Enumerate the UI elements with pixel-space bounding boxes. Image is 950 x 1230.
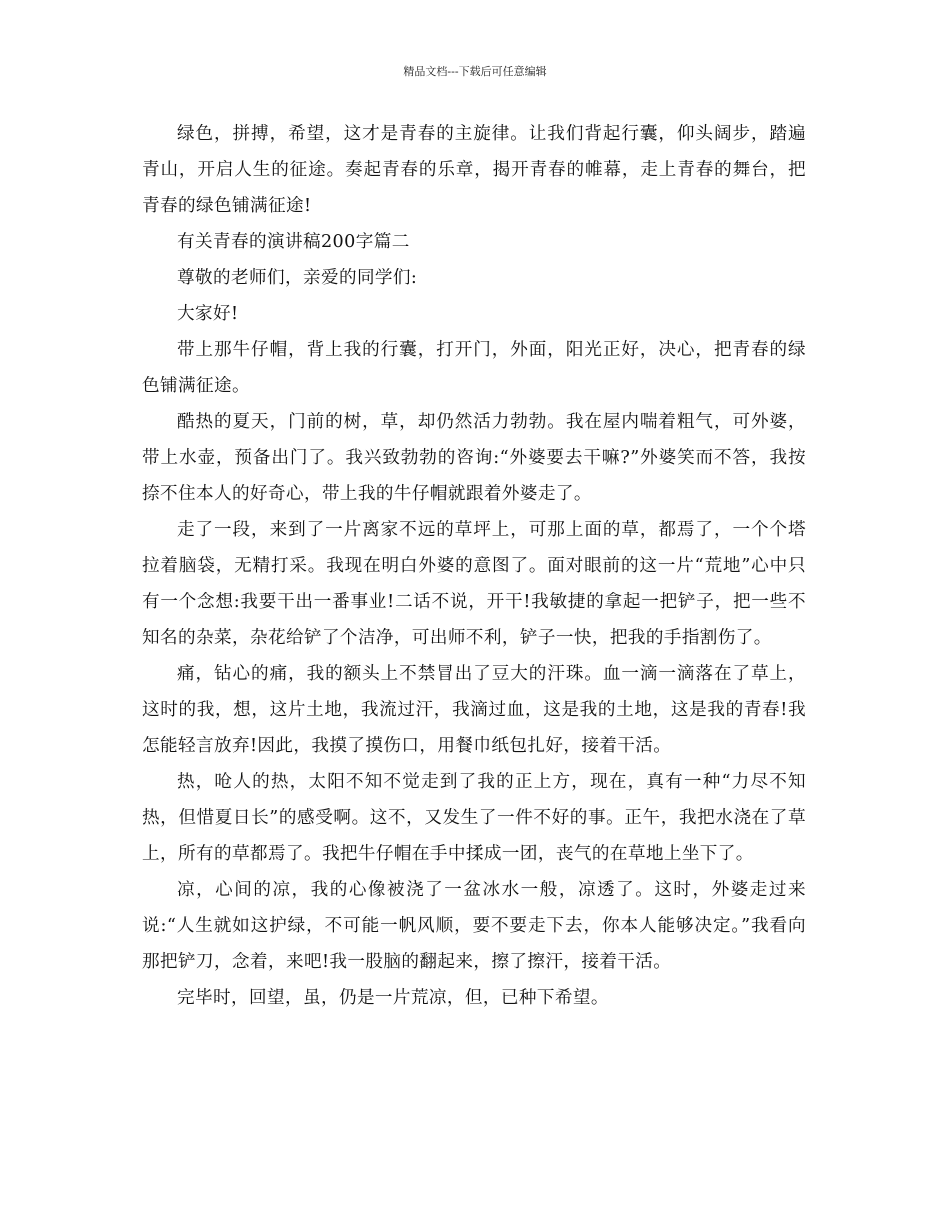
paragraph: 热，呛人的热，太阳不知不觉走到了我的正上方，现在，真有一种“力尽不知热，但惜夏日长”的感受啊。这不，又发生了一件不好的事。正午，我把水浇在了草上，所有的草都焉了。我把牛仔帽在手中揉成一团，丧气的在草地上坐下了。 — [142, 772, 806, 864]
paragraph: 带上那牛仔帽，背上我的行囊，打开门，外面，阳光正好，决心，把青春的绿色铺满征途。 — [142, 340, 806, 396]
paragraph: 绿色，拼搏，希望，这才是青春的主旋律。让我们背起行囊，仰头阔步，踏遍青山，开启人生的征途。奏起青春的乐章，揭开青春的帷幕，走上青春的舞台，把青春的绿色铺满征途! — [142, 124, 806, 216]
greeting: 大家好! — [177, 304, 239, 324]
paragraph: 完毕时，回望，虽，仍是一片荒凉，但，已种下希望。 — [177, 988, 609, 1008]
salutation: 尊敬的老师们，亲爱的同学们: — [177, 268, 418, 288]
paragraph: 凉，心间的凉，我的心像被浇了一盆冰水一般，凉透了。这时，外婆走过来说:“人生就如这护绿，不可能一帆风顺，要不要走下去，你本人能够决定。”我看向那把铲刀，念着，来吧!我一股脑的翻起来，擦了擦汗，接着干活。 — [142, 880, 806, 972]
paragraph: 痛，钻心的痛，我的额头上不禁冒出了豆大的汗珠。血一滴一滴落在了草上，这时的我，想，这片土地，我流过汗，我滴过血，这是我的土地，这是我的青春!我怎能轻言放弃!因此，我摸了摸伤口，用餐巾纸包扎好，接着干活。 — [142, 664, 806, 756]
paragraph: 酷热的夏天，门前的树，草，却仍然活力勃勃。我在屋内喘着粗气，可外婆，带上水壶，预备出门了。我兴致勃勃的咨询:“外婆要去干嘛?”外婆笑而不答，我按捺不住本人的好奇心，带上我的牛仔帽就跟着外婆走了。 — [142, 412, 806, 504]
paragraph: 走了一段，来到了一片离家不远的草坪上，可那上面的草，都焉了，一个个塔拉着脑袋，无精打采。我现在明白外婆的意图了。面对眼前的这一片“荒地”心中只有一个念想:我要干出一番事业!二话不说，开干!我敏捷的拿起一把铲子，把一些不知名的杂菜，杂花给铲了个洁净，可出师不利，铲子一快，把我的手指割伤了。 — [142, 520, 806, 648]
page-header: 精品文档---下载后可任意编辑 — [403, 65, 547, 78]
document-body — [142, 116, 806, 1016]
section-title: 有关青春的演讲稿200字篇二 — [177, 232, 410, 252]
